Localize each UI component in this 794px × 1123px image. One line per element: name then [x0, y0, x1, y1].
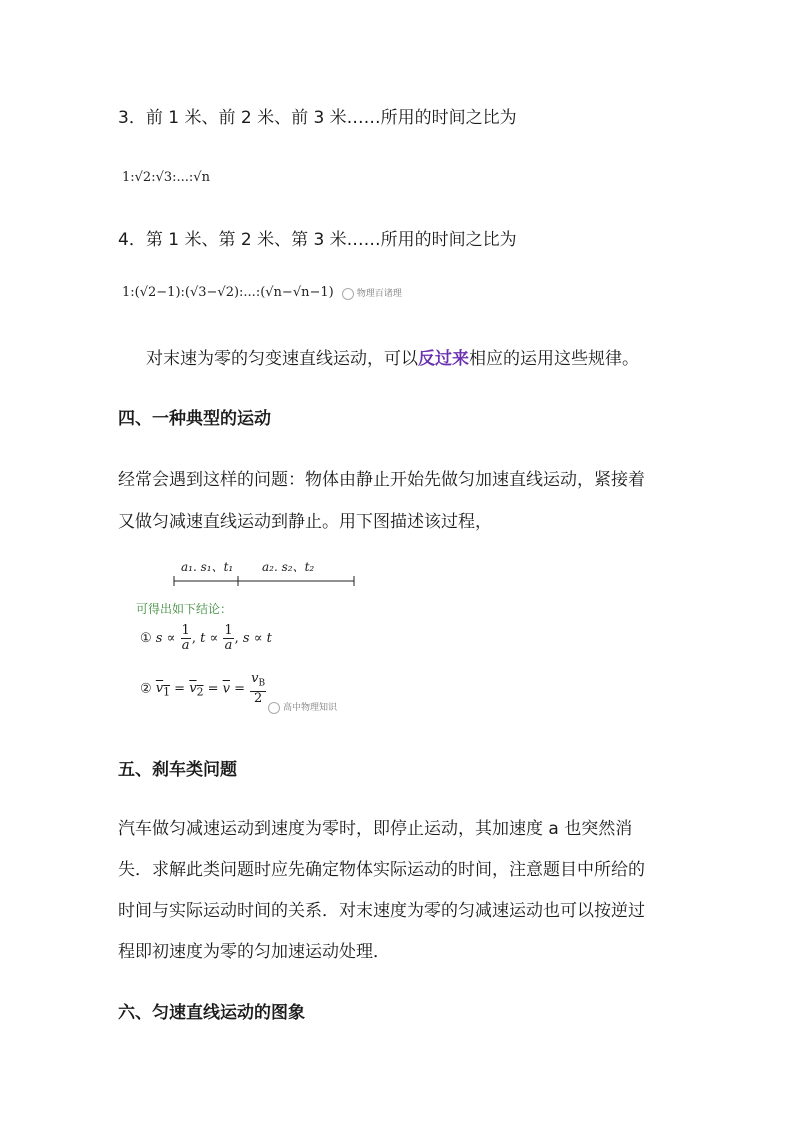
frac-num: 1 — [181, 623, 190, 638]
watermark-icon — [268, 702, 280, 714]
conclusion-title: 可得出如下结论： — [136, 602, 233, 616]
para1-after: 相应的运用这些规律。 — [469, 349, 639, 369]
frac-1-over-a-2 — [223, 624, 233, 653]
frac-den: a — [224, 638, 233, 653]
heading-6: 六、匀速直线运动的图象 — [118, 1003, 305, 1023]
frac-num: $v_B$ — [250, 672, 266, 692]
conclusion-2-prefix: ② — [140, 681, 152, 697]
paragraph-2-line-2: 又做匀减速直线运动到静止。用下图描述该过程， — [118, 512, 492, 532]
paragraph-3-line-3: 时间与实际运动时间的关系．对末速度为零的匀减速运动也可以按逆过 — [118, 901, 645, 921]
diagram-label-right: a₂. s₂、t₂ — [262, 560, 315, 574]
frac-1-over-a — [181, 624, 191, 653]
paragraph-3-line-2: 失．求解此类问题时应先确定物体实际运动的时间，注意题目中所给的 — [118, 860, 645, 880]
list-item-3: 3．前 1 米、前 2 米、前 3 米……所用的时间之比为 — [118, 108, 517, 128]
frac-den: a — [181, 638, 190, 653]
heading-4: 四、一种典型的运动 — [118, 409, 271, 429]
formula-time-ratio: 1:√2:√3:...:√n — [122, 170, 210, 185]
paragraph-reverse — [146, 347, 639, 371]
paragraph-2-line-1: 经常会遇到这样的问题：物体由静止开始先做匀加速直线运动，紧接着 — [118, 470, 645, 490]
watermark-2 — [268, 700, 337, 714]
conclusion-1-prefix: ① — [140, 631, 152, 646]
list-item-4: 4．第 1 米、第 2 米、第 3 米……所用的时间之比为 — [118, 230, 517, 250]
watermark-2-text: 高中物理知识 — [283, 703, 338, 713]
para1-before: 对末速为零的匀变速直线运动，可以 — [146, 349, 418, 369]
conclusion-1: ① s ∝ $\frac{1}{a}$ , t ∝ $\frac{1}{a}$ , s ∝ t — [140, 623, 272, 653]
para1-highlight: 反过来 — [418, 349, 469, 369]
formula-interval-ratio — [122, 285, 402, 300]
conclusion-2: ② $v_1 = v_2 = \overline{v}$ = $\frac{v_B}{2}$ — [140, 671, 266, 706]
segment-line-svg — [134, 550, 359, 590]
heading-5: 五、刹车类问题 — [118, 760, 237, 780]
paragraph-3-line-4: 程即初速度为零的匀加速运动处理． — [118, 942, 390, 962]
watermark-icon — [342, 288, 354, 300]
paragraph-3-line-1: 汽车做匀减速运动到速度为零时，即停止运动，其加速度 a 也突然消 — [118, 819, 633, 839]
frac-vb-over-2 — [250, 672, 266, 706]
watermark-1 — [342, 289, 402, 299]
watermark-1-text: 物理百诸理 — [356, 289, 402, 299]
formula-interval-ratio-text: 1:(√2−1):(√3−√2):...:(√n−√n−1) — [122, 285, 334, 300]
motion-diagram — [134, 550, 359, 718]
frac-num: 1 — [224, 623, 233, 638]
diagram-label-left: a₁. s₁、t₁ — [181, 560, 234, 574]
frac-den: 2 — [254, 690, 263, 706]
